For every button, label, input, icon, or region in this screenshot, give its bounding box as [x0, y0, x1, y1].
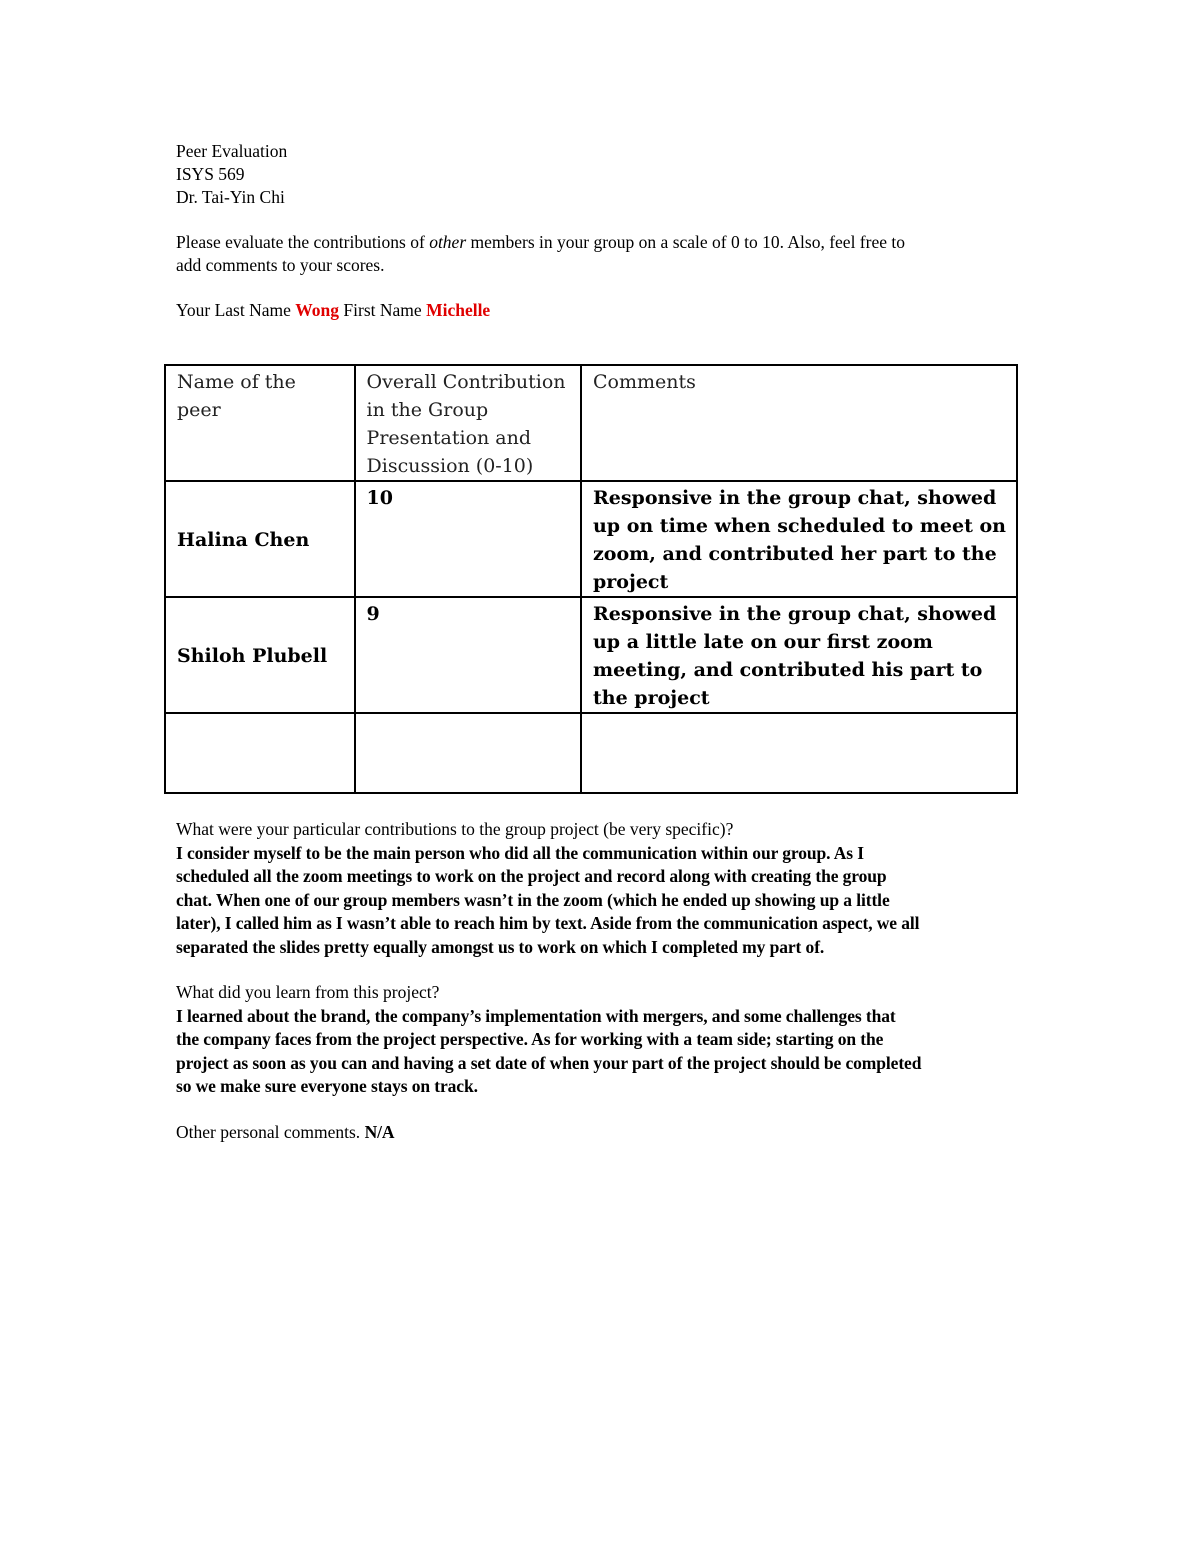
- header-peer-name: Name of the peer: [165, 365, 355, 481]
- table-row: [165, 481, 1017, 597]
- last-name-value: Wong: [295, 300, 340, 320]
- score-cell: 9: [355, 597, 581, 713]
- question-contributions: What were your particular contributions to the group project (be very specific)?: [176, 819, 734, 839]
- answer-line: scheduled all the zoom meetings to work on the project and record along with creating the group: [176, 866, 887, 886]
- answer-line: chat. When one of our group members wasn’t in the zoom (which he ended up showing up a little: [176, 889, 890, 910]
- answer-line: I learned about the brand, the company’s implementation with mergers, and some challenges that: [176, 1005, 896, 1026]
- comment-cell: Responsive in the group chat, showed up a little late on our first zoom meeting, and contributed his part to the project: [581, 597, 1017, 713]
- instructions-emphasis: other: [429, 232, 467, 252]
- peer-evaluation-table: [164, 364, 1018, 794]
- instructor-name: Dr. Tai-Yin Chi: [176, 187, 285, 207]
- first-name-value: Michelle: [426, 300, 491, 320]
- peer-name-cell: Halina Chen: [165, 481, 355, 597]
- empty-cell: [355, 713, 581, 793]
- header-contribution: Overall Contribution in the Group Presentation and Discussion (0-10): [355, 365, 581, 481]
- empty-cell: [581, 713, 1017, 793]
- question-learned: What did you learn from this project?: [176, 982, 440, 1002]
- answer-line: so we make sure everyone stays on track.: [176, 1076, 478, 1096]
- other-comments: [176, 1121, 1036, 1145]
- questions-section: [176, 818, 1036, 1144]
- first-name-label: First Name: [339, 300, 427, 320]
- course-code: ISYS 569: [176, 164, 245, 184]
- name-line: [176, 299, 1036, 322]
- comment-cell: Responsive in the group chat, showed up on time when scheduled to meet on zoom, and contributed her part to the project: [581, 481, 1017, 597]
- other-comments-answer: N/A: [364, 1121, 395, 1142]
- answer-line: the company faces from the project perspective. As for working with a team side; starting on the: [176, 1029, 884, 1049]
- instructions-line-2: add comments to your scores.: [176, 255, 385, 275]
- answer-line: later), I called him as I wasn’t able to reach him by text. Aside from the communication aspect, we all: [176, 913, 920, 933]
- peer-name-cell: Shiloh Plubell: [165, 597, 355, 713]
- table-header-row: [165, 365, 1017, 481]
- header-comments: Comments: [581, 365, 1017, 481]
- last-name-label: Your Last Name: [176, 300, 296, 320]
- answer-line: project as soon as you can and having a set date of when your part of the project should be completed: [176, 1052, 922, 1073]
- table-row-empty: [165, 713, 1017, 793]
- answer-line: I consider myself to be the main person who did all the communication within our group. As I: [176, 842, 864, 863]
- score-cell: 10: [355, 481, 581, 597]
- instructions-line-1: Please evaluate the contributions of other members in your group on a scale of 0 to 10. Also, feel free to: [176, 232, 905, 252]
- form-title: Peer Evaluation: [176, 141, 288, 161]
- table-row: [165, 597, 1017, 713]
- answer-line: separated the slides pretty equally amongst us to work on which I completed my part of.: [176, 936, 825, 957]
- empty-cell: [165, 713, 355, 793]
- document-header: [176, 140, 1036, 322]
- other-comments-label: Other personal comments.: [176, 1121, 365, 1142]
